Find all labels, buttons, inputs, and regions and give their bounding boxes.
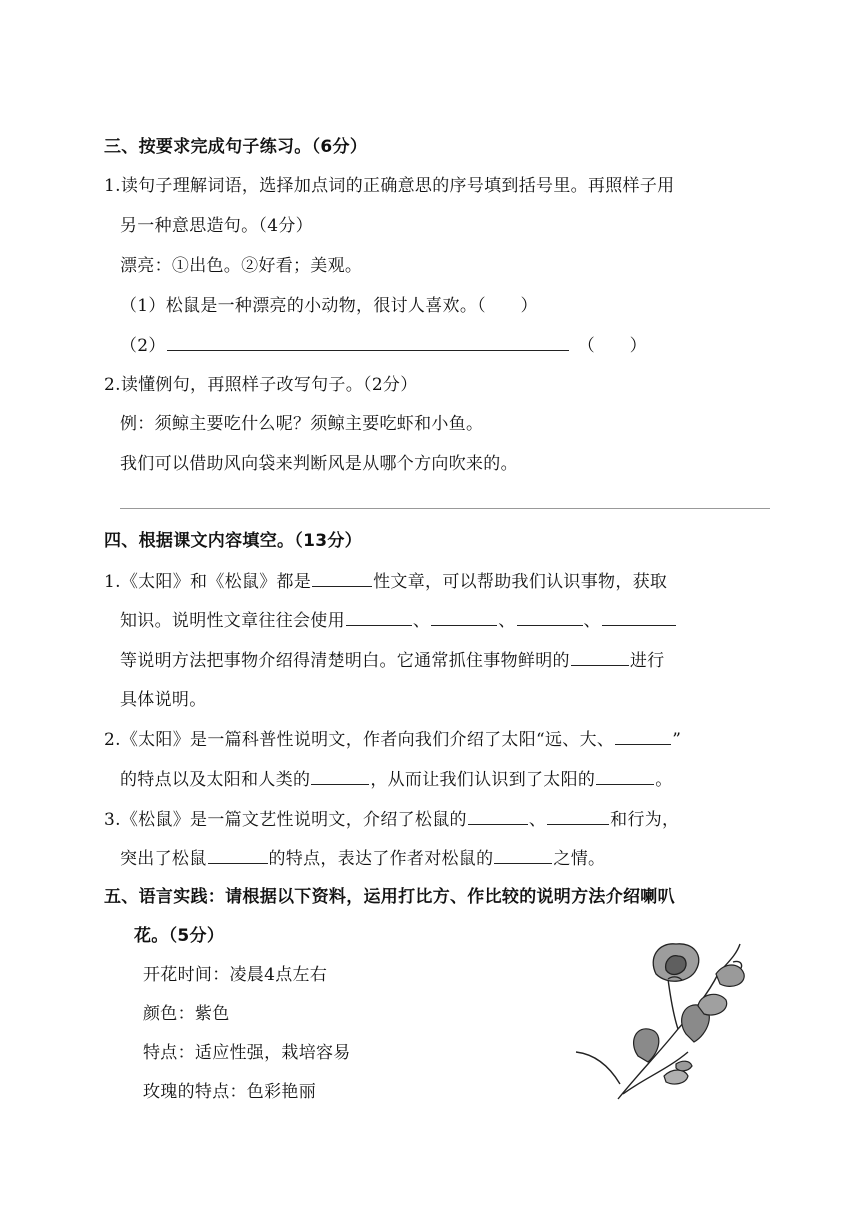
leaf-4 [716,965,744,986]
section-5-heading-line1: 五、语言实践：请根据以下资料，运用打比方、作比较的说明方法介绍喇叭 [104,887,675,907]
text-span: 和行为， [610,810,680,830]
fill-blank[interactable] [596,768,654,785]
text-span: ” [672,730,682,750]
bud-2 [676,1061,692,1071]
section-4-heading: 四、根据课文内容填空。（13分） [104,531,362,551]
fill-blank[interactable] [312,570,372,587]
text-span: 性文章，可以帮助我们认识事物，获取 [373,572,668,592]
text-span: 的特点，表达了作者对松鼠的 [268,849,494,869]
section-4-q1-line1 [104,570,667,593]
fill-blank[interactable] [431,609,497,626]
text-span: 的特点以及太阳和人类的 [120,770,311,790]
text-span: 、 [498,611,516,631]
section-4-q2-line2 [120,768,673,791]
section-3-q1-item2 [120,334,647,357]
text-span: 、 [583,611,601,631]
fill-blank[interactable] [547,808,609,825]
section-3-q2-sentence: 我们可以借助风向袋来判断风是从哪个方向吹来的。 [120,454,518,474]
flower-leaves [634,965,745,1084]
fill-blank[interactable] [571,649,629,666]
morning-glory-illustration [568,934,753,1104]
text-span: 3.《松鼠》是一篇文艺性说明文，介绍了松鼠的 [104,810,467,830]
text-span: 之情。 [553,849,606,869]
bud [664,1070,688,1084]
text-span: 2.《太阳》是一篇科普性说明文，作者向我们介绍了太阳“远、大、 [104,730,615,750]
info-feature: 特点：适应性强，栽培容易 [143,1043,351,1063]
fill-blank[interactable] [468,808,528,825]
rewrite-answer-line[interactable] [120,508,770,509]
section-4-q3-line1 [104,808,679,831]
section-3-q1-item2-prefix: （2） [120,336,166,356]
section-3-q1-line2: 另一种意思造句。（4分） [120,216,313,236]
info-color: 颜色：紫色 [143,1004,230,1024]
flower-bloom [653,944,699,981]
fill-blank[interactable] [517,609,583,626]
fill-blank[interactable] [311,768,369,785]
section-3-q1-item1: （1）松鼠是一种漂亮的小动物，很讨人喜欢。（ ） [120,296,538,316]
fill-blank[interactable] [346,609,412,626]
fill-blank[interactable] [208,847,268,864]
section-3-q2-example: 例：须鲸主要吃什么呢？须鲸主要吃虾和小鱼。 [120,414,484,434]
fill-blank[interactable] [602,609,676,626]
text-span: 、 [412,611,431,631]
text-span: 1.《太阳》和《松鼠》都是 [104,572,312,592]
section-3-heading: 三、按要求完成句子练习。（6分） [104,137,368,157]
section-5-heading-line2: 花。（5分） [134,926,225,946]
text-span: ，从而让我们认识到了太阳的 [370,770,596,790]
info-rose-feature: 玫瑰的特点：色彩艳丽 [143,1082,316,1102]
fill-blank[interactable] [494,847,552,864]
bloom-center [666,956,686,975]
text-span: 突出了松鼠 [120,849,207,869]
section-3-q1-line1: 1.读句子理解词语，选择加点词的正确意思的序号填到括号里。再照样子用 [104,176,675,196]
answer-paren[interactable]: （ ） [577,336,647,356]
info-bloom-time: 开花时间：凌晨4点左右 [143,965,328,985]
text-span: 进行 [629,651,665,671]
text-span: 、 [528,810,547,830]
section-4-q3-line2 [120,847,605,870]
sentence-blank[interactable] [167,334,569,351]
section-4-q1-line3 [120,649,664,672]
fill-blank[interactable] [615,728,671,745]
section-3-q1-definition: 漂亮：①出色。②好看；美观。 [120,256,363,276]
text-span: 知识。说明性文章往往会使用 [120,611,345,631]
section-4-q1-line2 [120,609,677,632]
section-3-q2-line1: 2.读懂例句，再照样子改写句子。（2分） [104,375,418,395]
leaf-3 [698,994,727,1015]
section-4-q2-line1 [104,728,681,751]
text-span: 等说明方法把事物介绍得清楚明白。它通常抓住事物鲜明的 [120,651,570,671]
text-span: 。 [655,770,673,790]
section-4-q1-line4: 具体说明。 [120,690,207,710]
